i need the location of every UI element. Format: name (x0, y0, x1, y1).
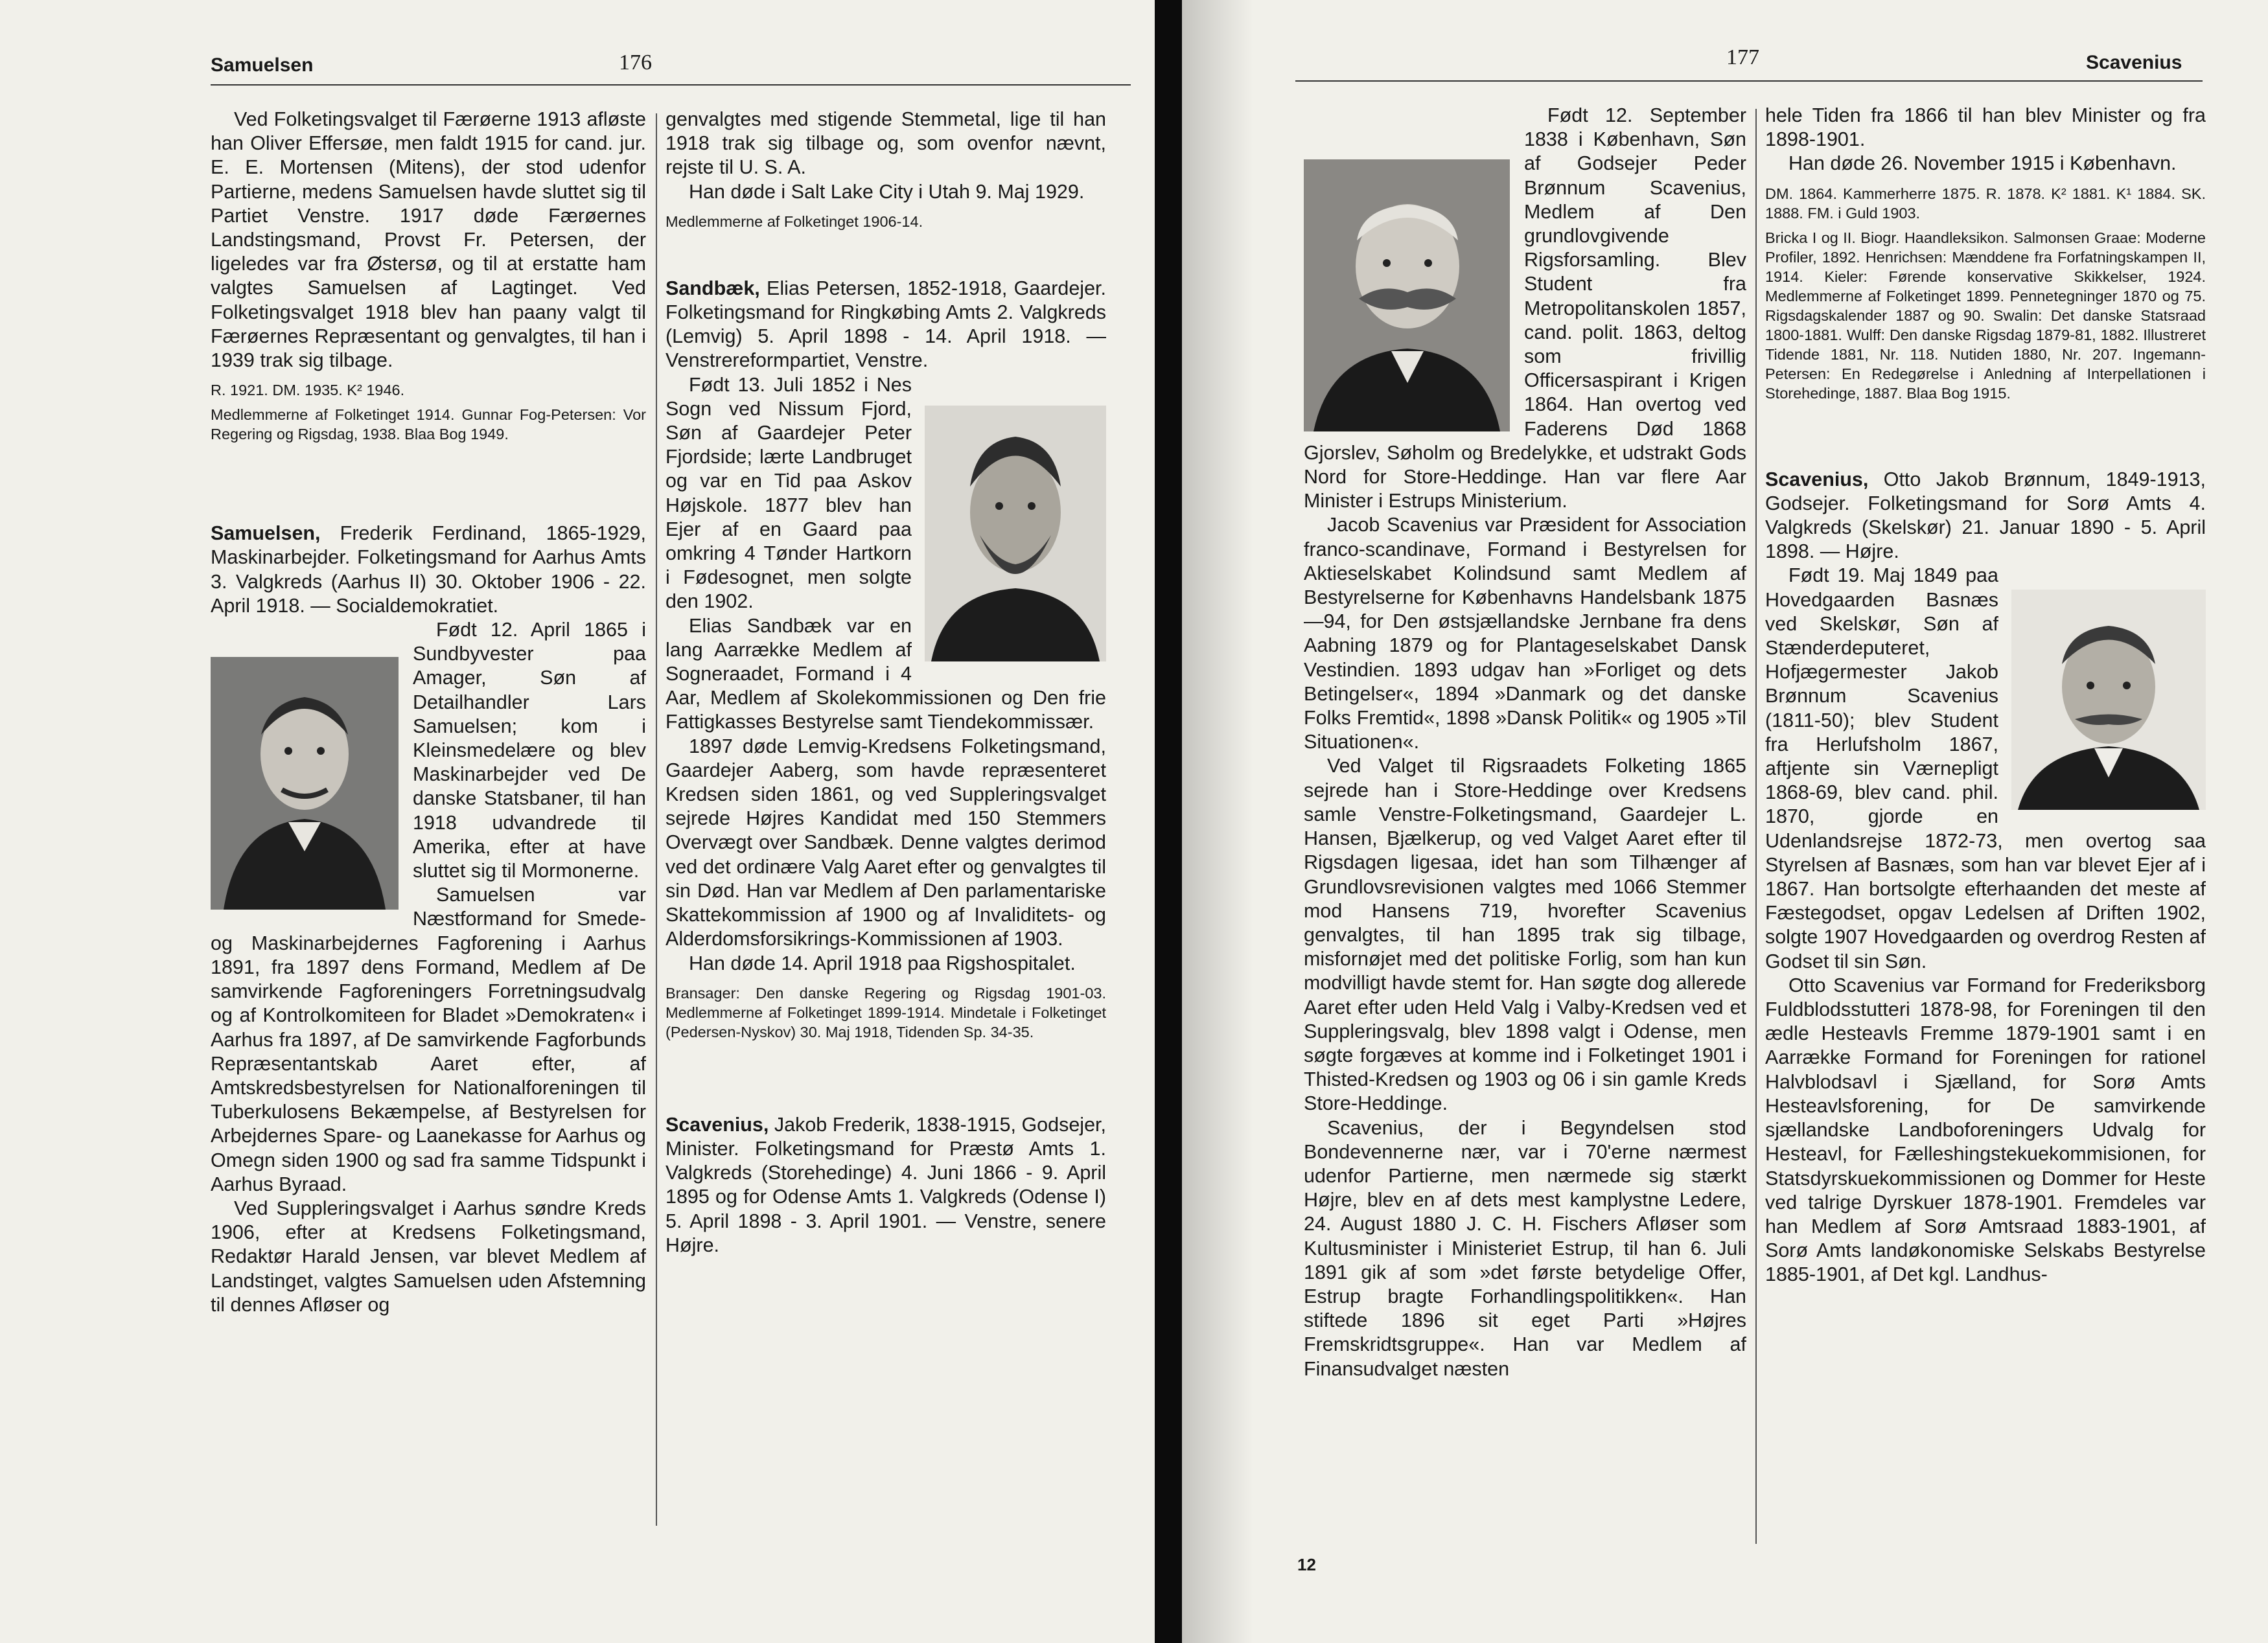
paragraph: Han døde 26. November 1915 i København. (1788, 152, 2177, 175)
entry-heading: Sandbæk, Elias Petersen, 1852-1918, Gaardejer. Folketingsmand for Ringkøbing Amts 2. Valgkreds (Lemvig) 5. April 1898 - 14. April 1918. — Venstrereformpartiet, Venstre. (665, 277, 1106, 372)
page-number-left: 176 (619, 51, 652, 75)
sources-note: Bricka I og II. Biogr. Haandleksikon. Salmonsen Graae: Moderne Profiler, 1892. Henrichsen: Mænddene fra Forfatningskampen II, 1914. Kieler: Førende konservative Skikkelser, 1924. Medlemmerne af Folketinget 1899. Pennetegninger 1870 og 75. Rigsdagskalender 1887 og 90. Swalin: Det danske Statsraad 1800-1881. Wulff: Den danske Rigsdag 1879-81, 1882. Illustreret Tidende 1881, Nr. 118. Nutiden 1880, Nr. 207. Ingemann-Petersen: En Redegørelse i Anledning af Interpellationen i Storehedinge, 1887. Blaa Bog 1915. (1765, 229, 2206, 402)
portrait-image (1304, 159, 1510, 431)
portrait-sandbaek (925, 406, 1106, 661)
portrait-image (925, 406, 1106, 661)
right-page (1182, 0, 2268, 1643)
paragraph: Scavenius, der i Begyndelsen stod Bondevennerne nær, var i 70'erne nærmest udenfor Partierne, men nærmede sig stærkt Højre, blev en af dets mest kamplystne Ledere, 24. August 1880 J. C. H. Fischers Afløser som Kultusminister i Ministeriet Estrup, til han 6. Juli 1891 gik af som »det første betydelige Offer, Estrup bragte Forhandlingspolitikken«. Han stiftede 1896 sit eget Parti »Højres Fremskridtsgruppe«. Han var Medlem af Finansudvalget næsten (1304, 1116, 1746, 1380)
entry-name: Scavenius, (665, 1113, 769, 1136)
entry-heading: Samuelsen, Frederik Ferdinand, 1865-1929, Maskinarbejder. Folketingsmand for Aarhus Amts 3. Valgkreds (Aarhus II) 30. Oktober 1906 - 22. April 1918. — Socialdemokratiet. (211, 522, 646, 617)
header-rule-right (1295, 80, 2203, 82)
left-column-2 (665, 108, 1106, 1559)
paragraph: Samuelsen var Næstformand for Smede- og Maskinarbejdernes Fagforening i Aarhus 1891, fra 1897 dens Formand, Medlem af De samvirkende Fagforeningers Forretningsudvalg og af Kontrolkomiteen for Bladet »Demokraten« i Aarhus fra 1897, af De samvirkende Fagforbunds Repræsentantskab Aaret efter, af Amtskredsbestyrelsen for Nationalforeningen til Tuberkulosens Bekæmpelse, af Bestyrelsen for Arbejdernes Spare- og Laanekasse for Aarhus og Omegn siden 1900 og sad fra samme Tidspunkt i Aarhus Byraad. (211, 884, 646, 1195)
paragraph: Ved Valget til Rigsraadets Folketing 1865 sejrede han i Store-Heddinge over Kredsens samle Venstre-Folketingsmand, Gaardejer L. Hansen, Bjælkerup, og ved Valget Aaret efter til Rigsdagen ligesaa, idet han som Tilhænger af Grundlovsrevisionen valgtes med 1066 Stemmer mod Hansens 719, hvorefter Scavenius genvalgtes, til han 1895 trak sig tilbage, misfornøjet med det politiske Forlig, som han kun modvilligt havde stemt for. Han søgte dog allerede Aaret efter uden Held Valg i Valby-Kredsen ved et Suppleringsvalg, blev 1898 valgt i Odense, men søgte forgæves at komme ind i Folketinget 1901 i Thisted-Kredsen og 1903 og 06 i sin gamle Kreds Store-Heddinge. (1304, 755, 1746, 1115)
entry-name: Sandbæk, (665, 277, 760, 299)
paragraph: Født 13. Juli 1852 i Nes Sogn ved Nissum Fjord, Søn af Gaardejer Peter Fjordside; lærte Landbruget og var en Tid paa Askov Højskole. 1877 blev han Ejer af en Gaard paa omkring 4 Tønder Hartkorn i Fødesognet, men solgte den 1902. (665, 373, 1106, 614)
paragraph: 1897 døde Lemvig-Kredsens Folketingsmand, Gaardejer Aaberg, som havde repræsenteret Kredsen siden 1861, og ved Suppleringsvalget sejrede Højres Kandidat med 150 Stemmers Overvægt over Sandbæk. Denne valgtes derimod ved det ordinære Valg Aaret efter og genvalgtes til sin Død. Han var Medlem af Den parlamentariske Skattekommission af 1900 og af Invaliditets- og Alderdomsforsikrings-Kommissionen af 1903. (665, 735, 1106, 950)
honours-note: DM. 1864. Kammerherre 1875. R. 1878. K² 1881. K¹ 1884. SK. 1888. FM. i Guld 1903. (1765, 185, 2206, 222)
portrait-samuelsen (211, 657, 399, 910)
portrait-image (2011, 590, 2206, 810)
portrait-image (211, 657, 399, 910)
paragraph: Elias Sandbæk var en lang Aarrække Medlem af Sogneraadet, Formand i 4 Aar, Medlem af Skolekommissionen og Den frie Fattigkasses Bestyrelse samt Tiendekommissær. (665, 614, 1106, 733)
paragraph: Han døde i Salt Lake City i Utah 9. Maj 1929. (689, 180, 1085, 203)
paragraph: Født 19. Maj 1849 paa Hovedgaarden Basnæs ved Skelskør, Søn af Stænderdeputeret, Hofjægermester Jakob Brønnum Scavenius (1811-50); blev Student fra Herlufsholm 1867, aftjente sin Værnepligt 1868-69, blev cand. phil. 1870, gjorde en Udenlandsrejse 1872-73, men overtog saa Styrelsen af Basnæs, som han var blevet Ejer af i 1867. Han bortsolgte efterhaanden det meste af Fæstegodset, opgav Ledelsen af Driften 1902, solgte 1907 Hovedgaarden og overdrog Resten af Godset til sin Søn. (1765, 564, 2206, 972)
portrait-jakob-scavenius (1304, 159, 1510, 431)
paragraph: Han døde 14. April 1918 paa Rigshospitalet. (689, 952, 1076, 974)
paragraph: Jacob Scavenius var Præsident for Association franco-scandinave, Formand i Bestyrelsen for Aktieselskabet Kolindsund samt Medlem af Bestyrelserne for Københavns Handelsbank 1875—94, for Den østsjællandske Jernbane fra dens Aabning 1879 og for Plantageselskabet Dansk Vestindien. 1893 udgav han »Forliget og dets Betingelser«, 1894 »Danmark og det danske Folks Fremtid«, 1898 »Dansk Politik« og 1905 »Til Situationen«. (1304, 514, 1746, 753)
running-head-left: Samuelsen (211, 54, 314, 76)
paragraph: Født 12. September 1838 i København, Søn af Godsejer Peder Brønnum Scavenius, Medlem af Den grundlovgivende Rigsforsamling. Blev Student fra Metropolitanskolen 1857, cand. polit. 1863, deltog som frivillig Officersaspirant i Krigen 1864. Han overtog ved Faderens Død 1868 Gjorslev, Søholm og Bredelykke, et udstrakt Gods Nord for Store-Heddinge. Han var flere Aar Minister i Estrups Ministerium. (1304, 104, 1746, 512)
sources-note: Medlemmerne af Folketinget 1906-14. (665, 213, 923, 230)
left-column-1 (211, 108, 646, 1559)
gutter-shadow (1182, 0, 1253, 1643)
right-column-1 (1304, 104, 1746, 1587)
signature-mark: 12 (1297, 1555, 1316, 1574)
page-number-right: 177 (1726, 45, 1759, 69)
paragraph: Født 12. April 1865 i Sundbyvester paa Amager, Søn af Detailhandler Lars Samuelsen; kom i Kleinsmedelære og blev Maskinarbejder ved De danske Statsbaner, til han 1918 udvandrede til Amerika, efter at have sluttet sig til Mormonerne. (211, 618, 646, 883)
entry-name: Scavenius, (1765, 468, 1869, 490)
sources-note: Bransager: Den danske Regering og Rigsdag 1901-03. Medlemmerne af Folketinget 1899-1914. Mindetale i Folketinget (Pedersen-Nyskov) 30. Maj 1918, Tidenden Sp. 34-35. (665, 984, 1106, 1040)
portrait-otto-scavenius (2011, 590, 2206, 810)
entry-name: Samuelsen, (211, 522, 321, 545)
column-separator (1755, 109, 1757, 1544)
column-separator (656, 113, 657, 1526)
paragraph: Ved Suppleringsvalget i Aarhus søndre Kreds 1906, efter at Kredsens Folketingsmand, Redaktør Harald Jensen, var blevet Medlem af Landstinget, valgtes Samuelsen uden Afstemning til dennes Afløser og (211, 1197, 646, 1316)
paragraph: Otto Scavenius var Formand for Frederiksborg Fuldblodsstutteri 1878-98, for Foreningen til den ædle Hesteavls Fremme 1879-1901 samt i en Aarrække Formand for Foreningen for rationel Halvblodsavl i Sjælland, for Sorø Amts Hesteavlsforening, for De samvirkende sjællandske Landboforeningers Udvalg for Hesteavl, for Fælleshingstekuekommisionen, for Statsdyrskuekommissionen og Dommer for Heste ved talrige Dyrskuer 1878-1901. Fremdeles var han Medlem af Sorø Amtsraad 1883-1901, af Sorø Amts landøkonomiske Selskabs Bestyrelse 1885-1901, af Det kgl. Landhus- (1765, 974, 2206, 1286)
paragraph: hele Tiden fra 1866 til han blev Minister og fra 1898-1901. (1765, 104, 2206, 151)
paragraph: genvalgtes med stigende Stemmetal, lige til han 1918 trak sig tilbage og, som ovenfor nævnt, rejste til U. S. A. (665, 108, 1106, 179)
running-head-right: Scavenius (2086, 52, 2182, 73)
honours-note: R. 1921. DM. 1935. K² 1946. (211, 382, 405, 399)
sources-note: Medlemmerne af Folketinget 1914. Gunnar Fog-Petersen: Vor Regering og Rigsdag, 1938. Blaa Bog 1949. (211, 406, 646, 443)
right-column-2 (1765, 104, 2206, 1587)
entry-heading: Scavenius, Otto Jakob Brønnum, 1849-1913, Godsejer. Folketingsmand for Sorø Amts 4. Valgkreds (Skelskør) 21. Januar 1890 - 5. April 1898. — Højre. (1765, 468, 2206, 563)
paragraph: Ved Folketingsvalget til Færøerne 1913 afløste han Oliver Effersøe, men faldt 1915 for cand. jur. E. E. Mortensen (Mitens), der stod udenfor Partierne, medens Samuelsen havde sluttet sig til Partiet Venstre. 1917 døde Færøernes Landstingsmand, Provst Fr. Petersen, der ligeledes var fra Østersø, og til at erstatte ham valgtes Samuelsen af Lagtinget. Ved Folketingsvalget 1918 blev han paany valgt til Færøernes Repræsentant og genvalgtes, til han i 1939 trak sig tilbage. (211, 108, 646, 372)
header-rule-left (211, 84, 1131, 86)
entry-heading: Scavenius, Jakob Frederik, 1838-1915, Godsejer, Minister. Folketingsmand for Præstø Amts 1. Valgkreds (Storehedinge) 4. Juni 1866 - 9. April 1895 og for Odense Amts 1. Valgkreds (Odense I) 5. April 1898 - 3. April 1901. — Venstre, senere Højre. (665, 1113, 1106, 1256)
